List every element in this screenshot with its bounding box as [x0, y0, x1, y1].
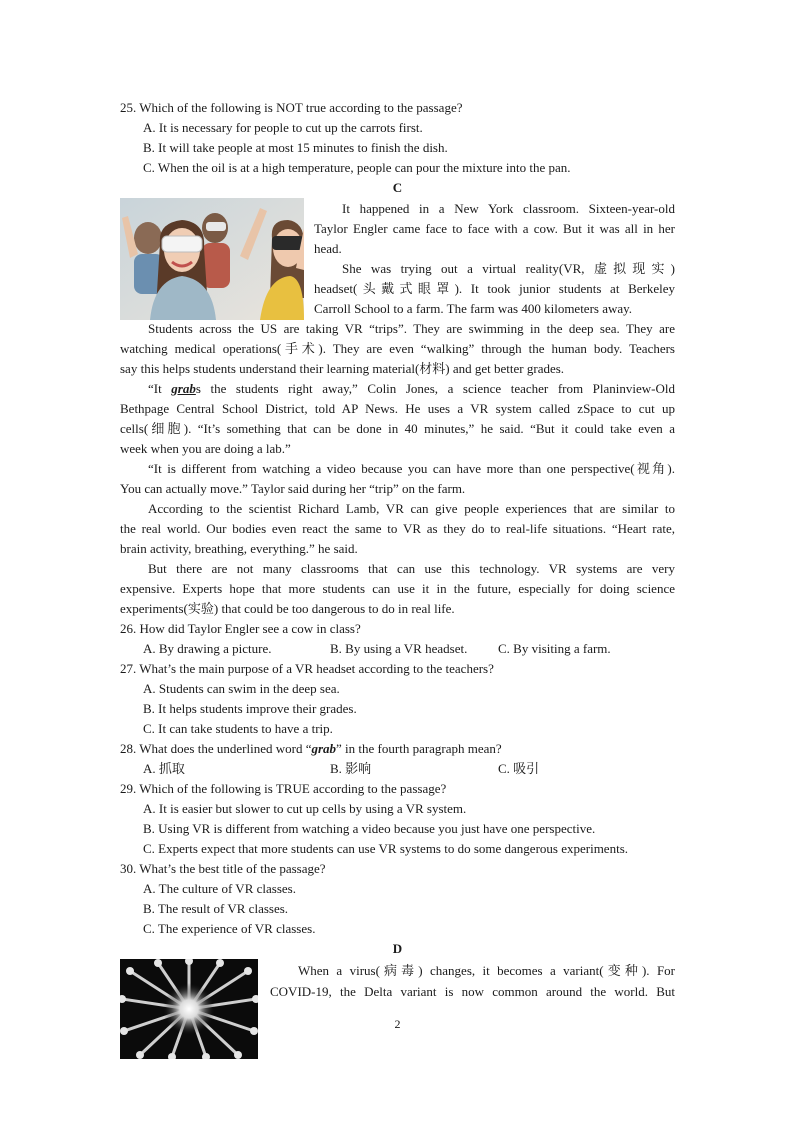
passage-p1-line2: Taylor Engler came face to face with a cow. But it was all in her: [314, 221, 675, 236]
q30-option-a: A. The culture of VR classes.: [143, 881, 296, 896]
passage-p1-line1: It happened in a New York classroom. Sixteen-year-old: [342, 201, 675, 216]
passage-p2-line3: Carroll School to a farm. The farm was 400 kilometers away.: [314, 301, 633, 316]
passage-p4-line1: [120, 379, 675, 399]
underlined-word-grab: grab: [171, 381, 196, 396]
q28-stem-post: ” in the fourth paragraph mean?: [336, 741, 502, 756]
passage-p3-line3: say this helps students understand their learning material(材料) and get better grades.: [120, 361, 565, 376]
q26-option-c: C. By visiting a farm.: [498, 641, 611, 656]
passage-p2-line1: She was trying out a virtual reality(VR, 虚拟现实): [342, 261, 675, 276]
q25-option-c: C. When the oil is at a high temperature, people can pour the mixture into the pan.: [143, 160, 571, 175]
q27-option-b: B. It helps students improve their grades.: [143, 701, 357, 716]
passage-p3-line1: Students across the US are taking VR “trips”. They are swimming in the deep sea. They are: [148, 321, 675, 336]
passage-p4-line4: week when you are doing a lab.”: [120, 441, 291, 456]
q28-option-c: C. 吸引: [498, 761, 540, 776]
passage-p6-line1: According to the scientist Richard Lamb, VR can give people experiences that are similar to: [148, 501, 675, 516]
q28-option-a: A. 抓取: [143, 761, 185, 776]
section-d-line2: COVID-19, the Delta variant is now common around the world. But: [270, 984, 675, 999]
q29-stem: 29. Which of the following is TRUE according to the passage?: [120, 781, 447, 796]
q28-stem-pre: 28. What does the underlined word “: [120, 741, 312, 756]
section-d-line1: When a virus(病毒) changes, it becomes a variant(变种). For: [298, 963, 675, 978]
q27-option-c: C. It can take students to have a trip.: [143, 721, 333, 736]
virus-variant-photo: [120, 959, 258, 1059]
passage-p5-line1: “It is different from watching a video because you can have more than one perspective(视角).: [148, 461, 675, 476]
vr-students-illustration: [120, 198, 304, 320]
passage-p7-line3: experiments(实验) that could be too dangerous to do in real life.: [120, 601, 455, 616]
passage-p4-line2: Bethpage Central School District, told AP News. He uses a VR system called zSpace to cut up: [120, 401, 675, 416]
q27-option-a: A. Students can swim in the deep sea.: [143, 681, 340, 696]
q29-option-a: A. It is easier but slower to cut up cells by using a VR system.: [143, 801, 467, 816]
vr-classroom-photo: [120, 198, 304, 320]
passage-p3-line2: watching medical operations(手术). They are even “walking” through the human body. Teachers: [120, 341, 675, 356]
passage-p7-line2: expensive. Experts hope that more students can use it in the future, especially for doing science: [120, 581, 675, 596]
q29-option-c: C. Experts expect that more students can use VR systems to do some dangerous experiments.: [143, 841, 628, 856]
q26-option-b: B. By using a VR headset.: [330, 641, 468, 656]
q25-option-a: A. It is necessary for people to cut up the carrots first.: [143, 120, 423, 135]
q26-stem: 26. How did Taylor Engler see a cow in class?: [120, 621, 361, 636]
section-c-heading: C: [392, 180, 403, 195]
q29-option-b: B. Using VR is different from watching a video because you just have one perspective.: [143, 821, 596, 836]
p4-line1-pre: “It: [148, 381, 172, 396]
passage-p6-line3: brain activity, breathing, everything.” he said.: [120, 541, 358, 556]
p4-line1-post: s the students right away,” Colin Jones, a science teacher from Planinview-Old: [195, 381, 675, 396]
q30-option-b: B. The result of VR classes.: [143, 901, 289, 916]
q28-option-b: B. 影响: [330, 761, 372, 776]
q28-stem: [120, 739, 502, 759]
passage-p5-line2: You can actually move.” Taylor said during her “trip” on the farm.: [120, 481, 466, 496]
q30-option-c: C. The experience of VR classes.: [143, 921, 316, 936]
page-number: 2: [394, 1017, 401, 1031]
q27-stem: 27. What’s the main purpose of a VR headset according to the teachers?: [120, 661, 494, 676]
passage-p4-line3: cells(细胞). “It’s something that can be done in 40 minutes,” he said. “But it could take even a: [120, 421, 675, 436]
passage-p7-line1: But there are not many classrooms that can use this technology. VR systems are very: [148, 561, 675, 576]
section-d-heading: D: [392, 941, 403, 956]
passage-p2-line2: headset(头戴式眼罩). It took junior students at Berkeley: [314, 281, 675, 296]
passage-p6-line2: the real world. Our bodies even react the same to VR as they do to real-life situations. “Heart rate,: [120, 521, 675, 536]
q25-option-b: B. It will take people at most 15 minutes to finish the dish.: [143, 140, 448, 155]
q30-stem: 30. What’s the best title of the passage?: [120, 861, 326, 876]
q28-stem-word: grab: [311, 741, 337, 756]
virus-illustration: [120, 959, 258, 1059]
q25-stem: 25. Which of the following is NOT true according to the passage?: [120, 100, 463, 115]
q26-option-a: A. By drawing a picture.: [143, 641, 272, 656]
passage-p1-line3: head.: [314, 241, 342, 256]
